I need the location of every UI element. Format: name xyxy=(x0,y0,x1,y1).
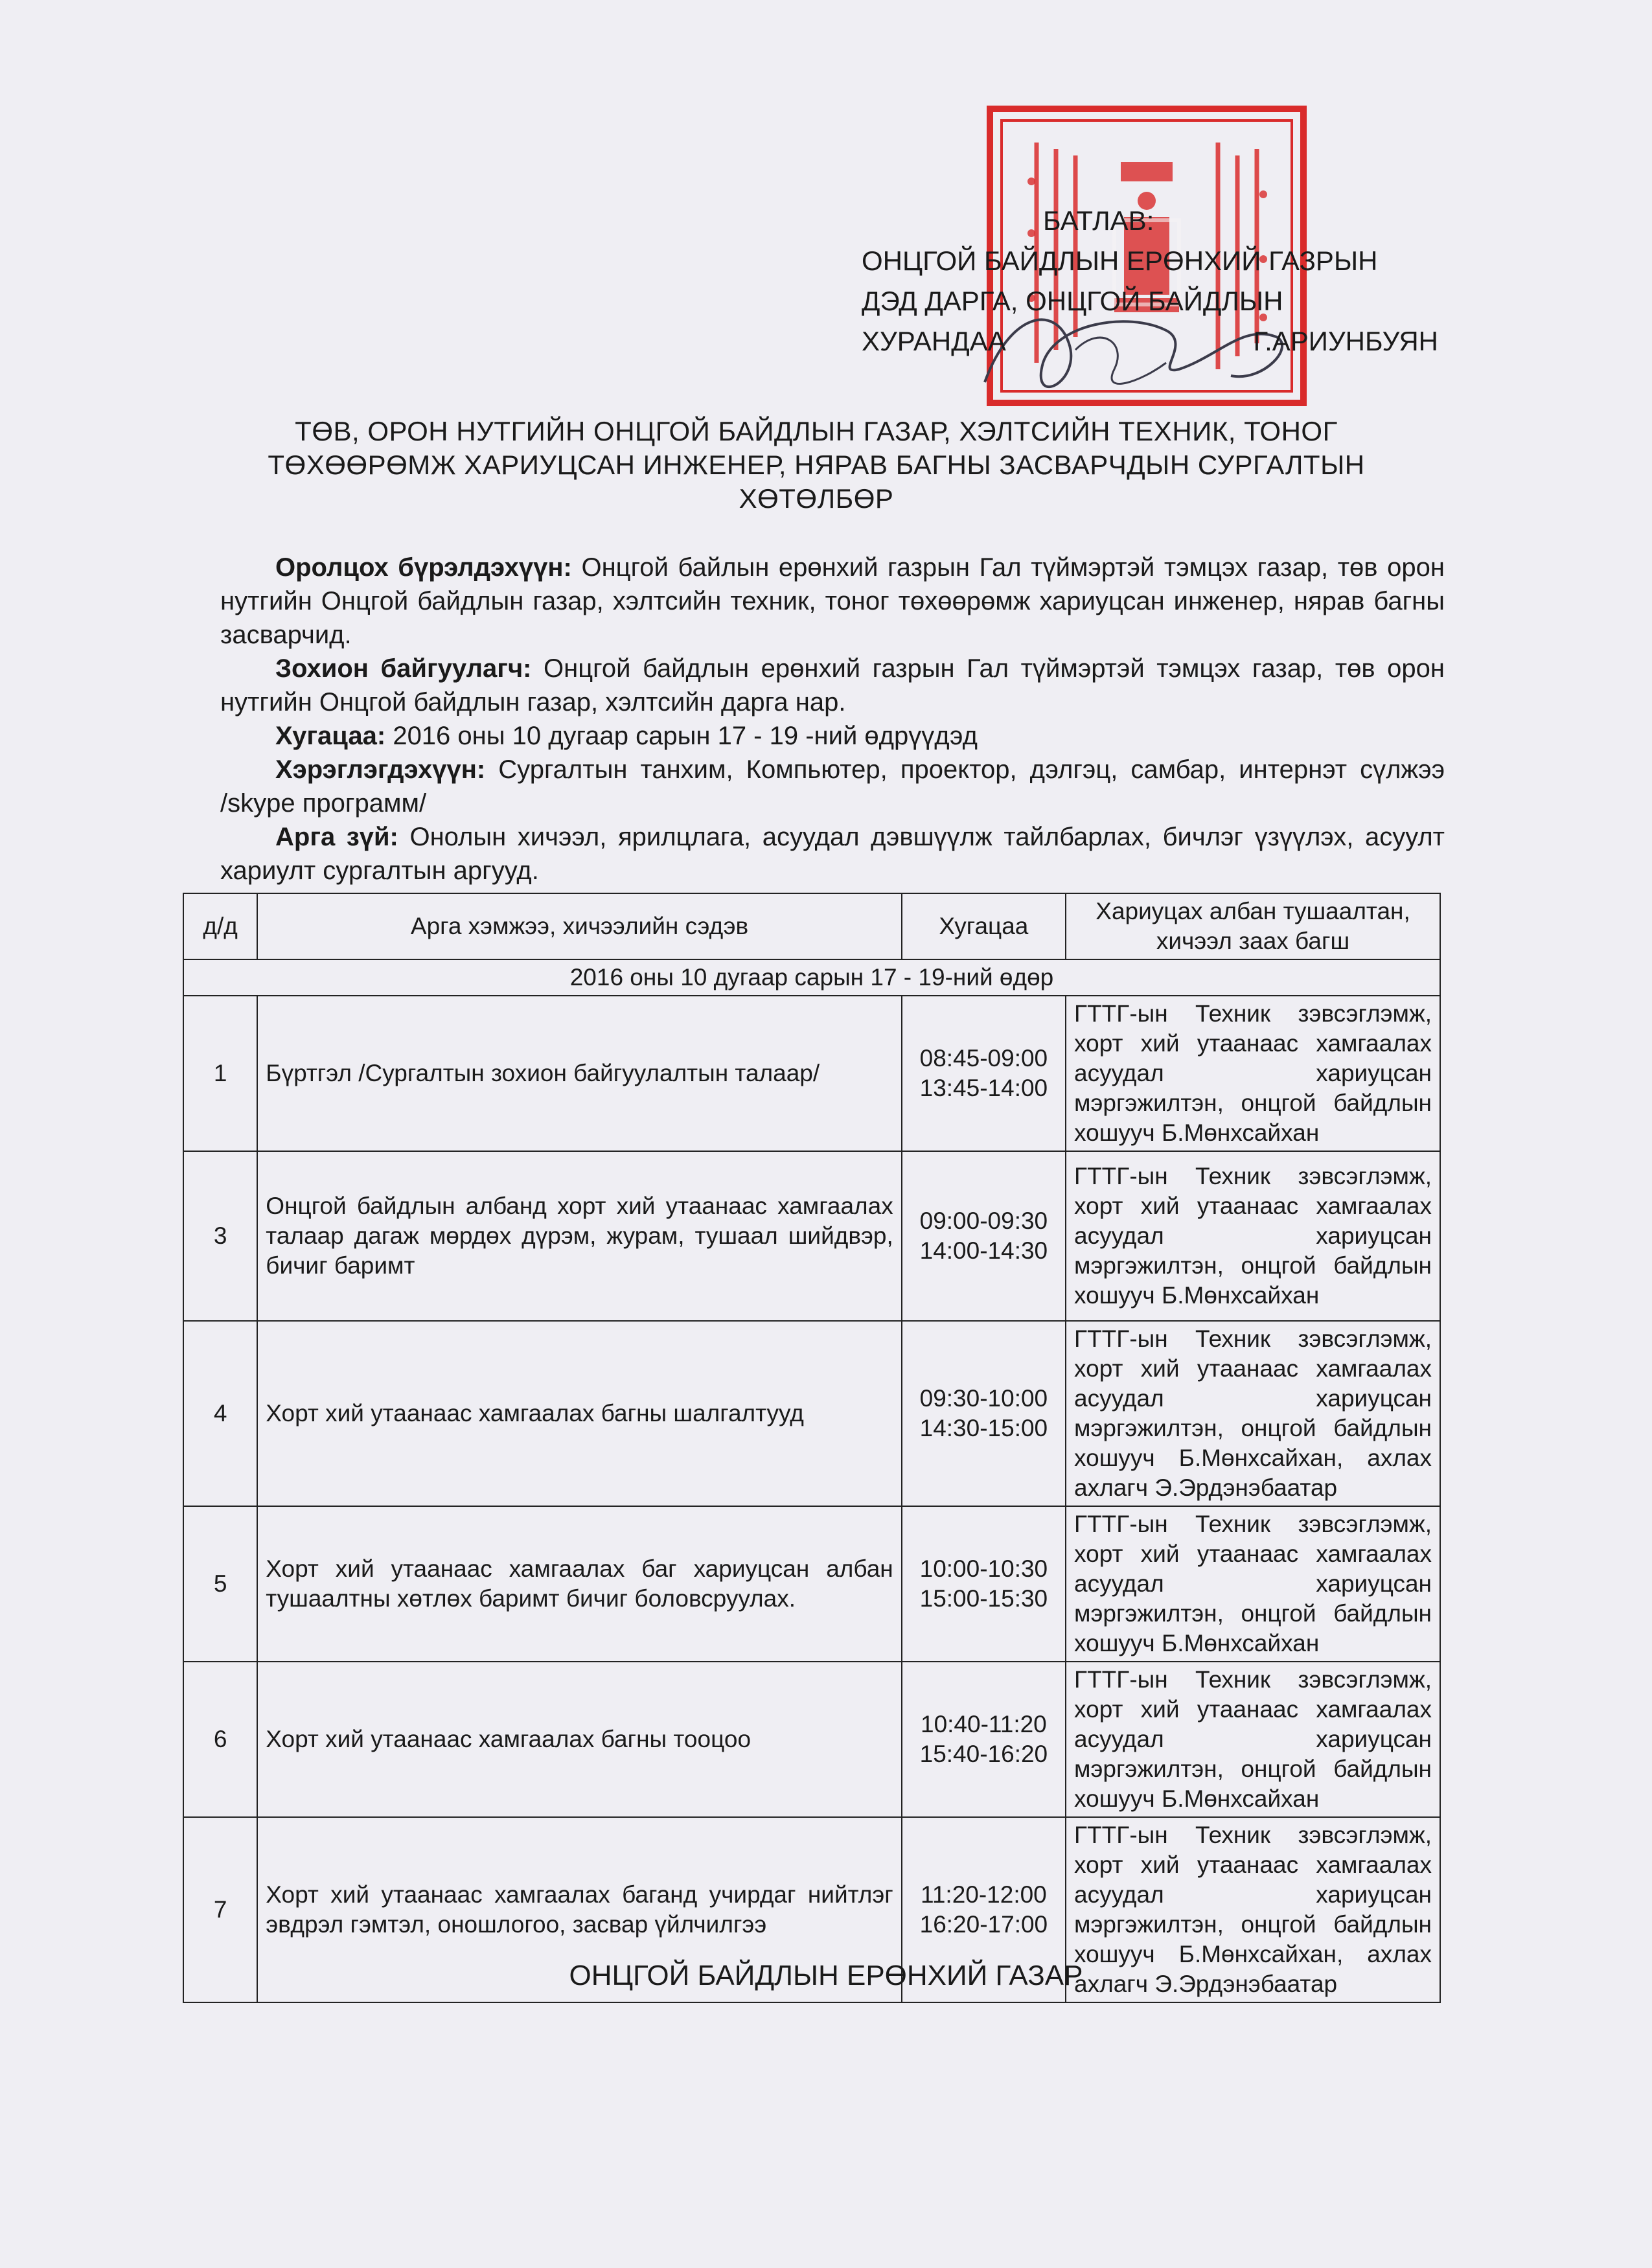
row-responsible: ГТТГ-ын Техник зэвсэглэмж, хорт хий утаанаас хамгаалах асуудал хариуцсан мэргэжилтэн, онцгой байдлын хошууч Б.Мөнхсайхан, ахлах ахлагч Э.Эрдэнэбаатар xyxy=(1066,1321,1440,1506)
header-responsible-line: Хариуцах албан тушаалтан, xyxy=(1096,898,1410,924)
header-responsible xyxy=(1066,893,1440,959)
row-no: 3 xyxy=(183,1151,257,1321)
row-topic: Онцгой байдлын албанд хорт хий утаанаас хамгаалах талаар дагаж мөрдөх дүрэм, журам, тушаал шийдвэр, бичиг баримт xyxy=(257,1151,901,1321)
row-topic: Хорт хий утаанаас хамгаалах баг хариуцсан албан тушаалтны хөтлөх баримт бичиг боловсруулах. xyxy=(257,1506,901,1662)
approver-name: Г.АРИУНБУЯН xyxy=(1253,326,1438,356)
header-topic: Арга хэмжээ, хичээлийн сэдэв xyxy=(257,893,901,959)
day-label: 2016 оны 10 дугаар сарын 17 - 19-ний өдөр xyxy=(183,959,1440,996)
row-time xyxy=(902,1662,1066,1817)
row-topic: Хорт хий утаанаас хамгаалах баганд учирдаг нийтлэг эвдрэл гэмтэл, оношлогоо, засвар үйлчилгээ xyxy=(257,1817,901,2002)
approval-heading: БАТЛАВ: xyxy=(1043,205,1154,236)
header-time: Хугацаа xyxy=(902,893,1066,959)
row-time xyxy=(902,1321,1066,1506)
row-responsible: ГТТГ-ын Техник зэвсэглэмж, хорт хий утаанаас хамгаалах асуудал хариуцсан мэргэжилтэн, онцгой байдлын хошууч Б.Мөнхсайхан xyxy=(1066,996,1440,1151)
approval-line xyxy=(842,321,1438,361)
header-no: д/д xyxy=(183,893,257,959)
footer-organization: ОНЦГОЙ БАЙДЛЫН ЕРӨНХИЙ ГАЗАР xyxy=(569,1960,1083,1991)
table-row xyxy=(183,996,1440,1151)
approval-line: ДЭД ДАРГА, ОНЦГОЙ БАЙДЛЫН xyxy=(862,286,1283,316)
duration-text: 2016 оны 10 дугаар сарын 17 - 19 -ний өдрүүдэд xyxy=(385,722,978,750)
time-slot: 14:30-15:00 xyxy=(919,1415,1048,1441)
intro-section xyxy=(220,551,1445,888)
participants-text: Онцгой байлын ерөнхий газрын Гал түймэртэй тэмцэх газар, төв орон нутгийн Онцгой байдлын газар, хэлтсийн техник, тоног төхөөрөмж хариуцсан инженер, нярав багны засварчид. xyxy=(220,553,1445,649)
table-row xyxy=(183,1662,1440,1817)
row-responsible: ГТТГ-ын Техник зэвсэглэмж, хорт хий утаанаас хамгаалах асуудал хариуцсан мэргэжилтэн, онцгой байдлын хошууч Б.Мөнхсайхан xyxy=(1066,1662,1440,1817)
time-slot: 15:00-15:30 xyxy=(919,1585,1048,1612)
table-header-row xyxy=(183,893,1440,959)
document-title xyxy=(194,415,1438,516)
table-row xyxy=(183,1151,1440,1321)
row-time xyxy=(902,1506,1066,1662)
method-text: Онолын хичээл, ярилцлага, асуудал дэвшүүлж тайлбарлах, бичлэг үзүүлэх, асуулт хариулт сургалтын аргууд. xyxy=(220,823,1445,885)
organizer-text: Онцгой байдлын ерөнхий газрын Гал түймэртэй тэмцэх газар, төв орон нутгийн Онцгой байдлын газар, хэлтсийн дарга нар. xyxy=(220,654,1445,716)
time-slot: 13:45-14:00 xyxy=(919,1075,1048,1101)
duration-label: Хугацаа: xyxy=(275,722,386,750)
time-slot: 14:00-14:30 xyxy=(919,1237,1048,1264)
organizer-label: Зохион байгуулагч: xyxy=(275,654,532,683)
row-responsible: ГТТГ-ын Техник зэвсэглэмж, хорт хий утаанаас хамгаалах асуудал хариуцсан мэргэжилтэн, онцгой байдлын хошууч Б.Мөнхсайхан, ахлах ахлагч Э.Эрдэнэбаатар xyxy=(1066,1817,1440,2002)
approval-line: ОНЦГОЙ БАЙДЛЫН ЕРӨНХИЙ ГАЗРЫН xyxy=(862,246,1378,276)
row-responsible: ГТТГ-ын Техник зэвсэглэмж, хорт хий утаанаас хамгаалах асуудал хариуцсан мэргэжилтэн, онцгой байдлын хошууч Б.Мөнхсайхан xyxy=(1066,1151,1440,1321)
method-paragraph xyxy=(220,820,1445,888)
row-no: 7 xyxy=(183,1817,257,2002)
title-line: ХӨТӨЛБӨР xyxy=(739,483,894,514)
table-row xyxy=(183,1321,1440,1506)
time-slot: 11:20-12:00 xyxy=(921,1881,1047,1908)
time-slot: 08:45-09:00 xyxy=(919,1045,1048,1071)
day-row xyxy=(183,959,1440,996)
row-time xyxy=(902,1151,1066,1321)
time-slot: 10:00-10:30 xyxy=(919,1555,1048,1582)
row-time xyxy=(902,996,1066,1151)
row-no: 1 xyxy=(183,996,257,1151)
row-responsible: ГТТГ-ын Техник зэвсэглэмж, хорт хий утаанаас хамгаалах асуудал хариуцсан мэргэжилтэн, онцгой байдлын хошууч Б.Мөнхсайхан xyxy=(1066,1506,1440,1662)
approver-rank: ХУРАНДАА xyxy=(862,326,1006,356)
row-topic: Бүртгэл /Сургалтын зохион байгуулалтын талаар/ xyxy=(257,996,901,1151)
organizer-paragraph xyxy=(220,652,1445,719)
time-slot: 16:20-17:00 xyxy=(919,1911,1048,1938)
time-slot: 09:00-09:30 xyxy=(919,1208,1048,1234)
title-line: ТӨХӨӨРӨМЖ ХАРИУЦСАН ИНЖЕНЕР, НЯРАВ БАГНЫ ЗАСВАРЧДЫН СУРГАЛТЫН xyxy=(268,450,1365,480)
participants-label: Оролцох бүрэлдэхүүн: xyxy=(275,553,572,582)
header-responsible-line: хичээл заах багш xyxy=(1156,928,1350,954)
equipment-label: Хэрэглэгдэхүүн: xyxy=(275,755,486,784)
row-topic: Хорт хий утаанаас хамгаалах багны тооцоо xyxy=(257,1662,901,1817)
schedule-table xyxy=(183,893,1441,2003)
row-no: 4 xyxy=(183,1321,257,1506)
table-row xyxy=(183,1506,1440,1662)
row-topic: Хорт хий утаанаас хамгаалах багны шалгалтууд xyxy=(257,1321,901,1506)
title-line: ТӨВ, ОРОН НУТГИЙН ОНЦГОЙ БАЙДЛЫН ГАЗАР, ХЭЛТСИЙН ТЕХНИК, ТОНОГ xyxy=(295,416,1338,446)
duration-paragraph xyxy=(220,719,1445,753)
equipment-text: Сургалтын танхим, Компьютер, проектор, дэлгэц, самбар, интернэт сүлжээ /skype программ/ xyxy=(220,755,1445,818)
time-slot: 10:40-11:20 xyxy=(921,1711,1047,1737)
row-no: 5 xyxy=(183,1506,257,1662)
participants-paragraph xyxy=(220,551,1445,652)
equipment-paragraph xyxy=(220,753,1445,820)
row-no: 6 xyxy=(183,1662,257,1817)
time-slot: 09:30-10:00 xyxy=(919,1385,1048,1412)
method-label: Арга зүй: xyxy=(275,823,398,851)
approval-block xyxy=(842,201,1458,361)
time-slot: 15:40-16:20 xyxy=(919,1741,1048,1767)
